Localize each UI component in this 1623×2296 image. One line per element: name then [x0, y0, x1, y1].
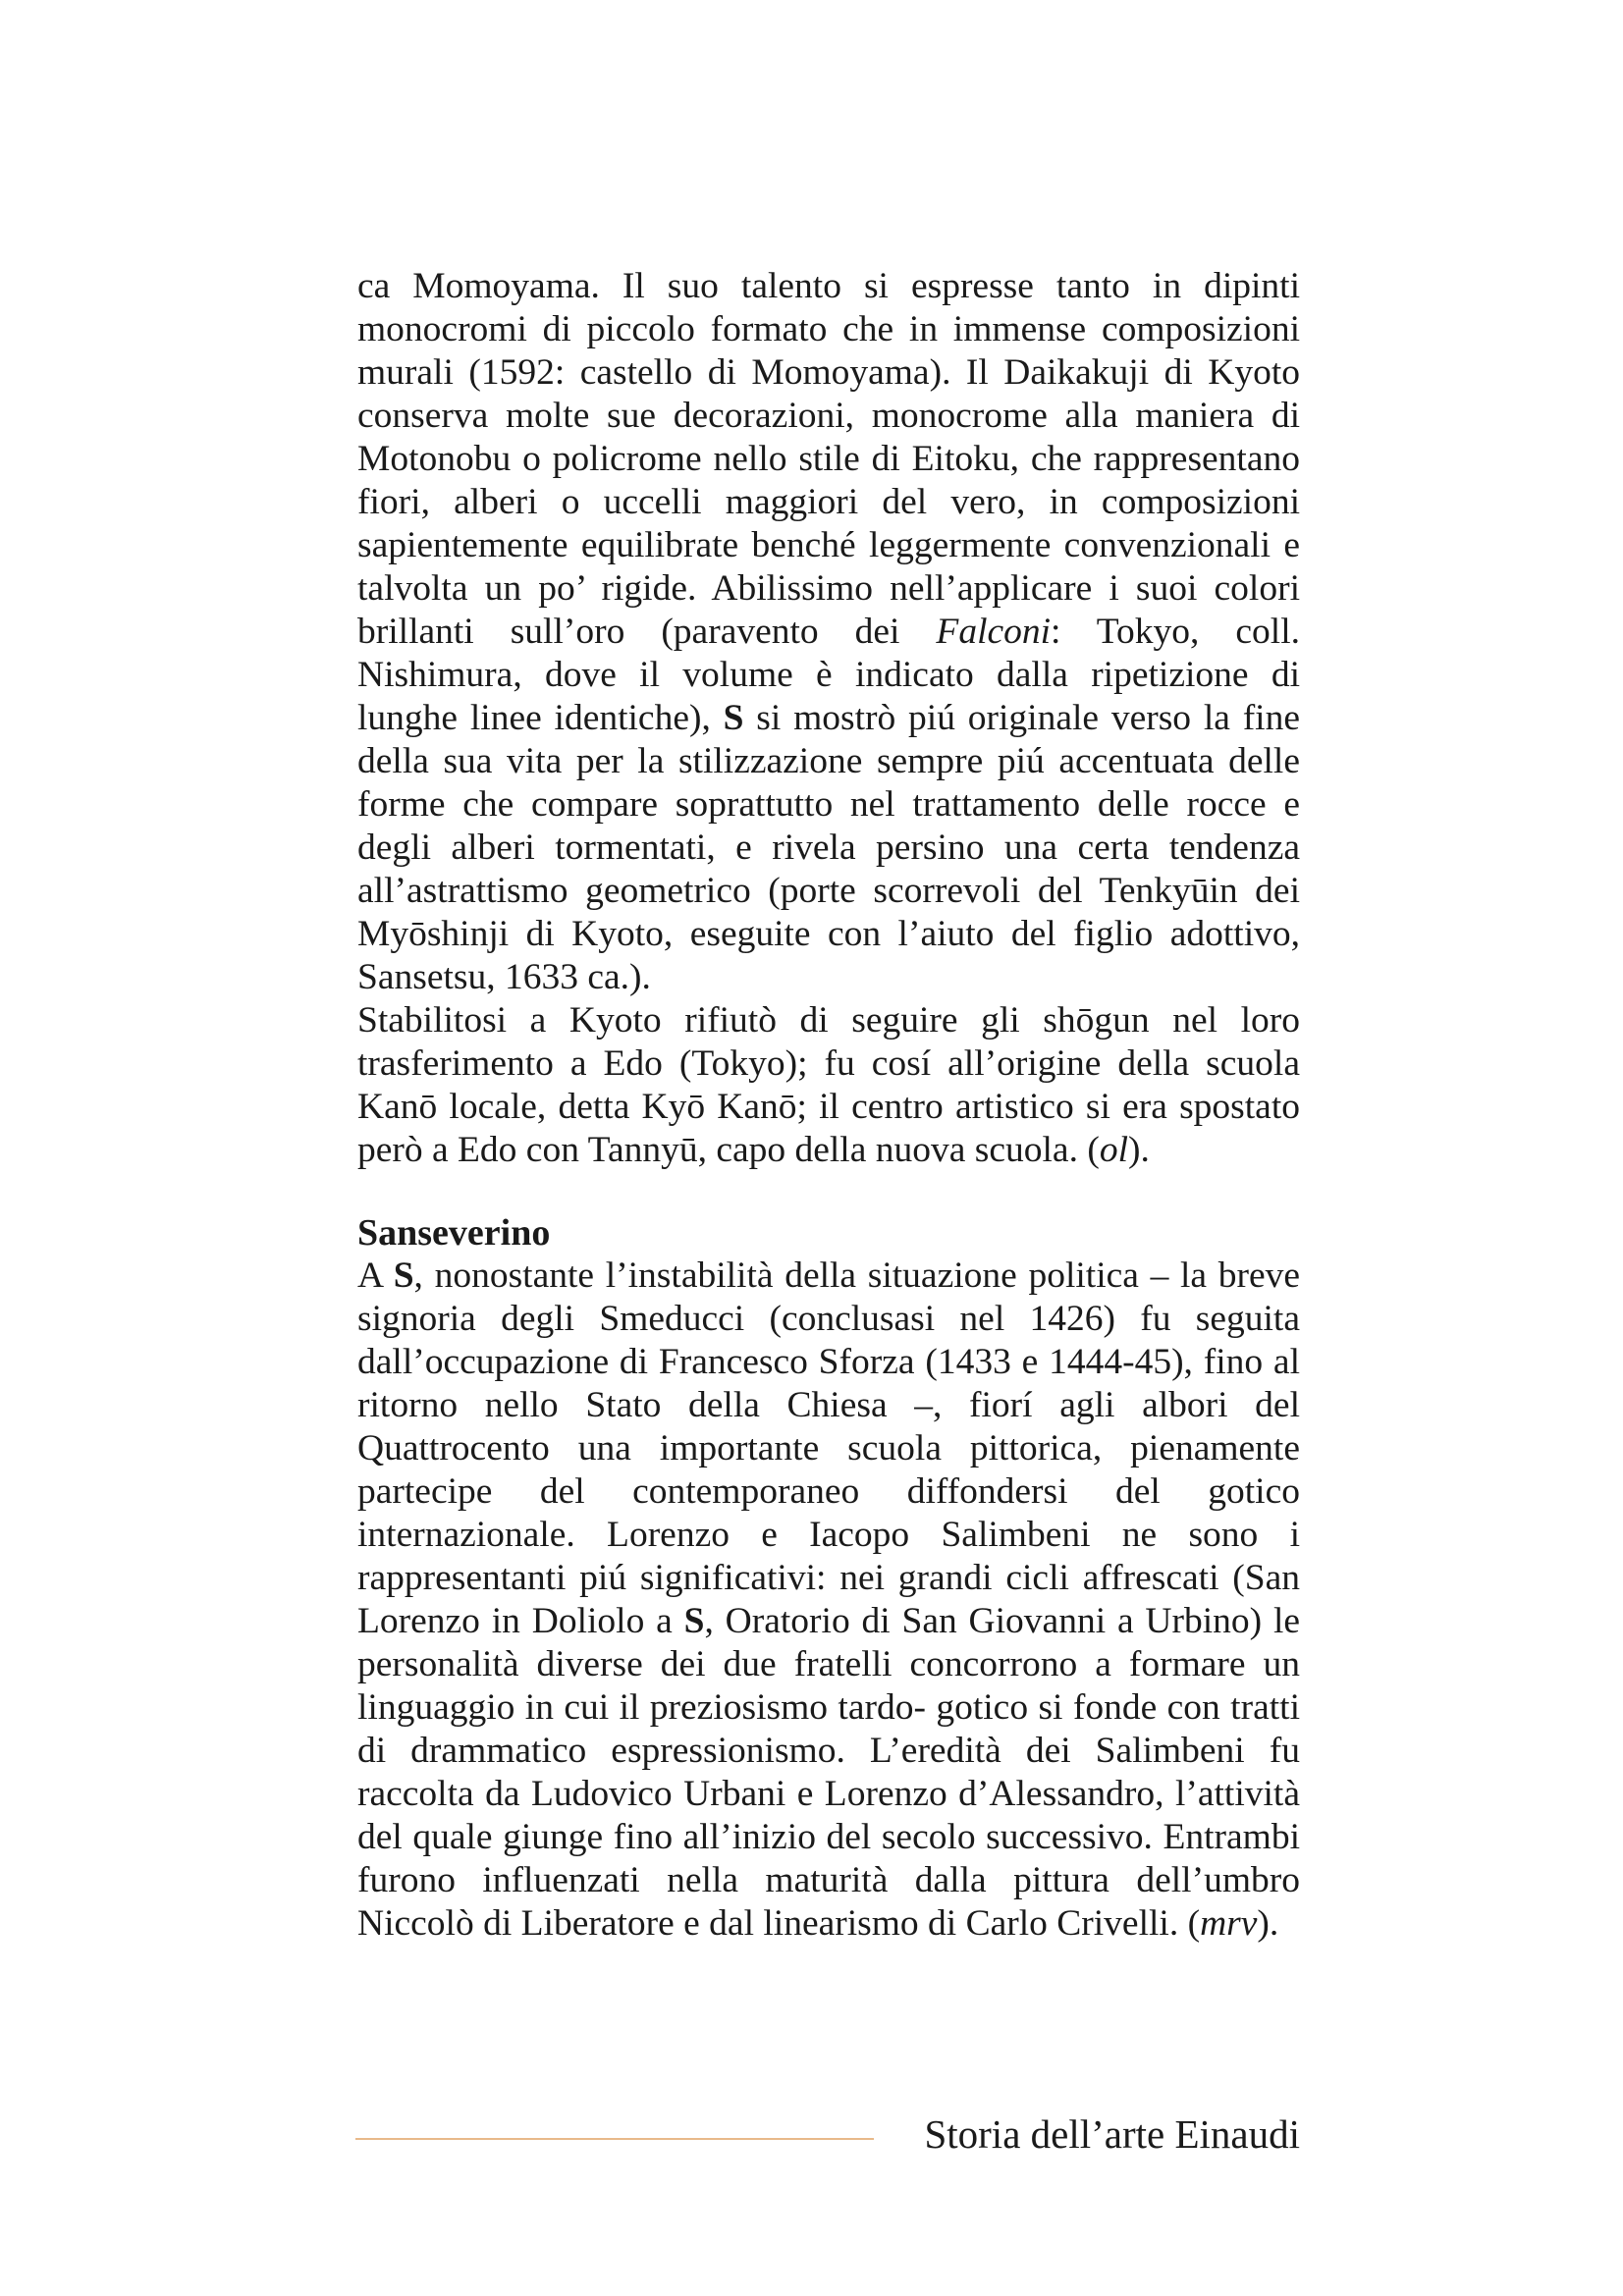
text-run: si mostrò piú originale verso la fine della sua vita per la stilizzazione sempre piú accentuata delle forme che compare soprattutto nel trattamento delle rocce e degli alberi tormentati, e rivela persino una certa tendenza all’astrattismo geometrico (porte scorrevoli del Tenkyūin dei Myōshinji di Kyoto, eseguite con l’aiuto del figlio adottivo, Sansetsu, 1633 ca.).	[357, 698, 1300, 997]
entry-abbreviation: S	[393, 1255, 414, 1296]
text-run: ).	[1127, 1130, 1150, 1170]
artwork-title: Falconi	[936, 612, 1052, 652]
author-initials: ol	[1099, 1130, 1128, 1170]
footer-publication-title: Storia dell’arte Einaudi	[924, 2111, 1300, 2157]
entry-heading: Sanseverino	[357, 1212, 551, 1254]
entry-paragraph	[357, 1255, 1300, 1946]
text-run: , nonostante l’instabilità della situazione politica – la breve signoria degli Smeducci (conclusasi nel 1426) fu seguita dall’occupazione di Francesco Sforza (1433 e 1444-45), fino al ritorno nello Stato della Chiesa –, fiorí agli albori del Quattrocento una importante scuola pittorica, pienamente partecipe del contemporaneo diffondersi del gotico internazionale. Lorenzo e Iacopo Salimbeni ne sono i rappresentanti piú significativi: nei grandi cicli affrescati (San Lorenzo in Doliolo a	[357, 1255, 1301, 1641]
footer-rule	[355, 2138, 874, 2140]
text-run: Stabilitosi a Kyoto rifiutò di seguire gli shōgun nel loro trasferimento a Edo (Tokyo); fu cosí all’origine della scuola Kanō locale, detta Kyō Kanō; il centro artistico si era spostato però a Edo con Tannyū, capo della nuova scuola. (	[357, 1000, 1300, 1170]
page-body	[357, 265, 1300, 1946]
text-run: ).	[1257, 1903, 1279, 1944]
author-initials: mrv	[1200, 1903, 1258, 1944]
text-run: : Tokyo, coll. Nishimura, dove il volume è indicato dalla ripetizione di lunghe linee identiche),	[357, 612, 1300, 738]
continued-paragraph-2	[357, 999, 1300, 1172]
text-run: , Oratorio di San Giovanni a Urbino) le personalità diverse dei due fratelli concorrono a formare un linguaggio in cui il preziosismo tardo- gotico si fonde con tratti di drammatico espressionismo. L’eredità dei Salimbeni fu raccolta da Ludovico Urbani e Lorenzo d’Alessandro, l’attività del quale giunge fino all’inizio del secolo successivo. Entrambi furono influenzati nella maturità dalla pittura dell’umbro Niccolò di Liberatore e dal linearismo di Carlo Crivelli. (	[357, 1601, 1301, 1944]
text-run: A	[357, 1255, 394, 1296]
entry-abbreviation: S	[683, 1601, 705, 1641]
continued-paragraph-1	[357, 265, 1300, 999]
entry-abbreviation: S	[723, 698, 744, 738]
text-run: ca Momoyama. Il suo talento si espresse tanto in dipinti monocromi di piccolo formato che in immense composizioni murali (1592: castello di Momoyama). Il Daikakuji di Kyoto conserva molte sue decorazioni, monocrome alla maniera di Motonobu o policrome nello stile di Eitoku, che rappresentano fiori, alberi o uccelli maggiori del vero, in composizioni sapientemente equilibrate benché leggermente convenzionali e talvolta un po’ rigide. Abilissimo nell’applicare i suoi colori brillanti sull’oro (paravento dei	[357, 266, 1300, 652]
